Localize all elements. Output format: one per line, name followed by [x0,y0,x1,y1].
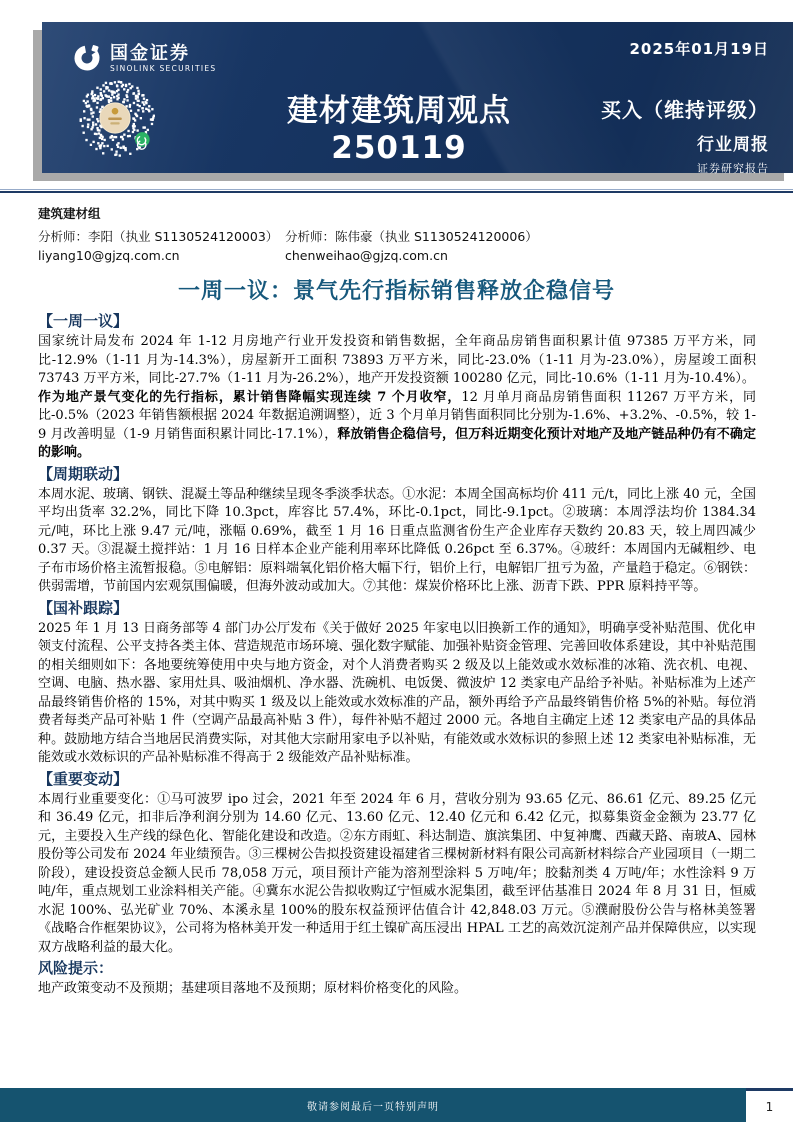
analyst-block [38,204,755,267]
report-section [38,464,756,597]
qr-code [75,78,155,158]
body-text: 2025 年 1 月 13 日商务部等 4 部门办公厅发布《关于做好 2025 年家电以旧换新工作的通知》，明确享受补贴范围、优化申领支付流程、公平支持各类主体、营造规范市场环境、强化数字赋能、加强补贴资金管理、完善回收体系建设，其中补贴范围的相关细则如下：各地要统筹使用中央与地方资金，对个人消费者购买 2 级及以上能效或水效标准的冰箱、洗衣机、电视、空调、电脑、热水器、家用灶具、吸油烟机、净水器、洗碗机、电饭煲、微波炉 12 类家电产品给予补贴。补贴标准为上述产品最终销售价格的 15%，对其中购买 1 级及以上能效或水效标准的产品，额外再给予产品最终销售价格 5%的补贴。每位消费者每类产品可补贴 1 件（空调产品最高补贴 3 件），每件补贴不超过 2000 元。各地自主确定上述 12 类家电产品的具体品种。鼓励地方结合当地居民消费实际，对其他大宗耐用家电予以补贴，有能效或水效标识的参照上述 12 类家电补贴标准，无能效或水效标识的产品补贴标准不得高于 2 级能效产品补贴标准。 [38,620,756,765]
analyst-2-title: 分析师：陈伟豪（执业 S1130524120006） [285,229,538,244]
body-text: 12 月单月商品房销售面积 11267 万平方米，同比-0.5%（2023 年销售额根据 2024 年数据追溯调整），近 3 个月单月销售面积同比分别为-1.6%、+3.2%、-0.5%，较 1-9 月改善明显（1-9 月销售面积累计同比-17.1%）， [38,389,756,442]
logo-text [110,44,216,73]
report-category: 证券研究报告 [697,162,769,175]
rating-block [601,94,769,176]
report-section [38,958,756,999]
emphasis-text: 作为地产景气变化的先行指标，累计销售降幅实现连续 7 个月收窄， [38,389,462,405]
analyst-1-title: 分析师：李阳（执业 S1130524120003） [38,229,279,244]
header-banner [42,22,793,173]
report-title: 建材建筑周观点250119 [287,93,511,166]
paragraph [38,389,756,463]
body-text: 地产政策变动不及预期；基建项目落地不及预期；原材料价格变化的风险。 [38,981,468,996]
paragraph [38,486,756,597]
section-heading: 【重要变动】 [38,769,129,788]
analyst-1 [38,227,278,265]
rating-label: 买入（维持评级） [601,98,769,122]
analyst-1-email: liyang10@gjzq.com.cn [38,248,180,263]
logo-en: SINOLINK SECURITIES [110,63,217,73]
logo-cn: 国金证券 [110,42,190,64]
analyst-2 [285,227,538,265]
team-name: 建筑建材组 [38,206,101,221]
section-heading: 【国补跟踪】 [38,598,129,617]
report-body [38,310,756,999]
paragraph [38,980,756,999]
paragraph [38,333,756,389]
section-heading: 风险提示： [38,959,114,977]
report-section [38,769,756,958]
header-divider-light [0,189,793,190]
company-logo [72,43,216,73]
page-number: 1 [746,1088,793,1122]
body-text: 本周行业重要变化：①马可波罗 ipo 过会，2021 年至 2024 年 6 月，营收分别为 93.65 亿元、86.61 亿元、89.25 亿元和 36.49 亿元，扣非后净利润分别为 14.60 亿元、13.60 亿元、12.40 亿元和 6.42 亿元，拟募集资金金额为 23.77 亿元，主要投入生产线的绿色化、智能化建设和改造。②东方雨虹、科达制造、旗滨集团、中复神鹰、西藏天路、南玻A、园林股份等公司发布 2024 年业绩预告。③三棵树公告拟投资建设福建省三棵树新材料有限公司高新材料综合产业园项目（一期二阶段），建设投资总金额人民币 78,058 万元，项目预计产能为溶剂型涂料 5 万吨/年；胶黏剂类 4 万吨/年；水性涂料 9 万吨/年，重点规划工业涂料相关产能。④冀东水泥公告拟收购辽宁恒威水泥集团，截至评估基准日 2024 年 8 月 31 日，恒威水泥 100%、弘光矿业 70%、本溪永星 100%的股东权益预评估值合计 42,848.03 万元。⑤濮耐股份公告与格林美签署《战略合作框架协议》，公司将为格林美开发一种适用于红土镍矿高压浸出 HPAL 工艺的高效沉淀剂产品并保障供应，以实现双方战略利益的最大化。 [38,791,756,955]
paragraph [38,791,756,958]
article-title: 一周一议：景气先行指标销售释放企稳信号 [177,279,615,304]
footer-disclaimer: 敬请参阅最后一页特别声明 [307,1101,439,1113]
header-divider-dark [0,191,793,193]
analyst-2-email: chenweihao@gjzq.com.cn [285,248,448,263]
paragraph [38,620,756,768]
section-heading: 【周期联动】 [38,464,129,483]
body-text: 国家统计局发布 2024 年 1-12 月房地产行业开发投资和销售数据，全年商品房销售面积累计值 97385 万平方米，同比-12.9%（1-11 月为-14.3%），房屋新开工面积 73893 万平方米，同比-23.0%（1-11 月为-23.0%），房屋竣工面积 73743 万平方米，同比-27.7%（1-11 月为-26.2%），地产开发投资额 100280 亿元，同比-10.6%（1-11 月为-10.4%）。 [38,334,756,386]
report-date: 2025年01月19日 [629,40,769,58]
footer-bar [0,1088,746,1122]
report-section [38,311,756,463]
emphasis-text: 释放销售企稳信号，但万科近期变化预计对地产及地产链品种仍有不确定的影响。 [38,426,756,460]
report-type: 行业周报 [697,135,769,155]
sinolink-logo-icon [72,43,102,73]
report-section [38,598,756,768]
section-heading: 【一周一议】 [38,312,129,330]
body-text: 本周水泥、玻璃、钢铁、混凝土等品种继续呈现冬季淡季状态。①水泥：本周全国高标均价 411 元/t，同比上涨 40 元，全国平均出货率 32.2%，同比下降 10.3pct，库容比 57.4%，环比-0.1pct，同比-9.1pct。②玻璃：本周浮法均价 1384.34 元/吨，环比上涨 9.47 元/吨，涨幅 0.69%，截至 1 月 16 日重点监测省份生产企业库存天数约 20.83 天，较上周四减少 0.37 天。③混凝土搅拌站：1 月 16 日样本企业产能利用率环比降低 0.26pct 至 6.37%。④玻纤：本周国内无碱粗纱、电子布市场价格主流暂报稳。⑤电解铝：原料端氧化铝价格大幅下行，铝价上行，电解铝厂扭亏为盈，产量趋于稳定。⑥钢铁：供弱需增，节前国内宏观氛围偏暖，但海外波动或加大。⑦其他：煤炭价格环比上涨、沥青下跌、PPR 原料持平等。 [38,486,756,594]
